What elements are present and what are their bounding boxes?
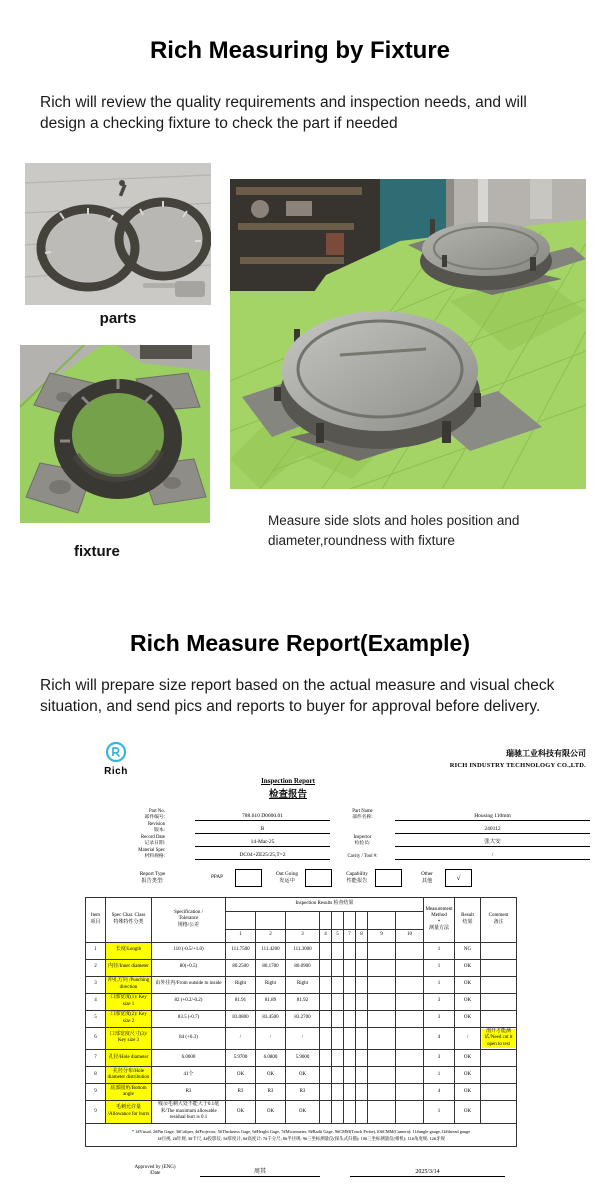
cell-result-3: 83.2700: [286, 1010, 320, 1027]
section2-title: Rich Measure Report(Example): [130, 629, 470, 656]
part-info-row: [60, 847, 590, 860]
cell-item: 6: [86, 1027, 106, 1050]
col-header-comment: Comment 备注: [481, 897, 517, 942]
cell-comment: [481, 1101, 517, 1124]
info-label-left-cn: 记录日期:: [144, 840, 165, 846]
cell-result-empty: [320, 1027, 332, 1050]
cell-result-empty: [344, 976, 356, 993]
cell-result-empty: [356, 1067, 368, 1084]
info-value-left: B: [195, 826, 330, 834]
cell-method: 1: [424, 1067, 455, 1084]
cell-comment: [481, 1010, 517, 1027]
cell-result-empty: [368, 1101, 396, 1124]
cell-result-2: 111.4200: [256, 942, 286, 959]
inspection-row: [86, 993, 517, 1010]
cell-result-1: Right: [226, 976, 256, 993]
method-legend-cn: 1#目视, 2#针规, 3#卡尺, 4#投影仪; 5#厚度计; 6#高度计; 7#千分尺; 8#半径规; 9#三坐标测量仪(探头式扫描); 10#三坐标测量仪(相机); 11#角度规; 12#牙规: [157, 1135, 445, 1141]
part-info-grid: [60, 808, 590, 860]
cell-comment: [481, 942, 517, 959]
cell-result-1: 5.9700: [226, 1050, 256, 1067]
cell-method: 3: [424, 1010, 455, 1027]
cell-spec: 83.5 (-0.7): [152, 1010, 226, 1027]
cell-comment: [481, 976, 517, 993]
cell-result-empty: [332, 942, 344, 959]
cell-result-empty: [344, 1050, 356, 1067]
cell-result-empty: [368, 1010, 396, 1027]
cell-result-empty: [332, 1050, 344, 1067]
inspection-row: [86, 959, 517, 976]
cell-result-3: Right: [286, 976, 320, 993]
cell-result-1: 83.0800: [226, 1010, 256, 1027]
info-label-right: [335, 809, 390, 820]
inspection-row: [86, 1010, 517, 1027]
cell-result-empty: [368, 976, 396, 993]
cell-result-3: /: [286, 1027, 320, 1050]
cell-result-empty: [344, 959, 356, 976]
cell-result-empty: [344, 942, 356, 959]
cell-result-empty: [344, 993, 356, 1010]
cell-char-class: 口部宽度(2)/ Key size 2: [106, 1010, 152, 1027]
report-type-options: [205, 869, 485, 887]
cell-spec: 110 (-0.5/+1.0): [152, 942, 226, 959]
report-type-option: [345, 869, 402, 887]
cell-result-empty: [368, 942, 396, 959]
doc-title-en: Inspection Report: [261, 776, 315, 785]
cell-result-empty: [356, 1027, 368, 1050]
info-label-left-cn: 部件编号:: [144, 814, 165, 820]
cell-method: 1: [424, 1101, 455, 1124]
info-label-left-en: Material Spec: [138, 848, 165, 854]
cell-result-3: 111.3000: [286, 942, 320, 959]
cell-result-empty: [344, 1084, 356, 1101]
cell-item: 4: [86, 993, 106, 1010]
cell-result: OK: [455, 959, 481, 976]
cell-comment: [481, 1084, 517, 1101]
inspection-row: [86, 942, 517, 959]
info-label-left-en: Part No.: [149, 809, 165, 815]
cell-result-empty: [396, 1067, 424, 1084]
report-type-option: [275, 869, 332, 887]
inspection-results-table: [85, 897, 517, 1147]
cell-result-empty: [320, 1067, 332, 1084]
cell-spec: 残余毛刺大处不能大于0.1毫米/The maximum allowable residual burr is 0.1: [152, 1101, 226, 1124]
cell-result-3: 5.9000: [286, 1050, 320, 1067]
option-name-cn: 其他: [421, 877, 433, 884]
cell-result-2: 81.89: [256, 993, 286, 1010]
cell-result-3: R3: [286, 1084, 320, 1101]
cell-result: OK: [455, 993, 481, 1010]
cell-result-empty: [356, 1010, 368, 1027]
report-type-option-name: [205, 874, 229, 881]
fixture-photo: [20, 345, 210, 523]
inspection-row: [86, 1101, 517, 1124]
report-type-label-en: Report Type: [139, 871, 166, 877]
info-label-left-cn: 版本:: [154, 827, 165, 833]
approval-name: 周其: [200, 1166, 320, 1177]
cell-result-empty: [332, 959, 344, 976]
cell-item: 3: [86, 976, 106, 993]
col-header-inspection-results: Inspection Results 检查结果: [226, 897, 424, 911]
cell-result-3: OK: [286, 1067, 320, 1084]
info-value-right: Housing 110mm: [395, 813, 590, 821]
cell-item: 1: [86, 942, 106, 959]
cell-spec: 82 (+0.2/-0.2): [152, 993, 226, 1010]
cell-item: 5: [86, 1010, 106, 1027]
part-info-row: [60, 808, 590, 821]
cell-result-2: 83.4500: [256, 1010, 286, 1027]
results-number-band: 1 2 3 4 5 7 8 9 10: [86, 929, 517, 942]
info-label-right-en: Inspector: [353, 835, 372, 841]
cell-method: 1: [424, 976, 455, 993]
cell-result-2: OK: [256, 1101, 286, 1124]
info-value-right: 张大安: [395, 837, 590, 847]
cell-result-empty: [396, 1050, 424, 1067]
report-type-checkbox: √: [445, 869, 472, 887]
cell-result-empty: [320, 976, 332, 993]
cell-result: OK: [455, 1010, 481, 1027]
cell-result-1: R3: [226, 1084, 256, 1101]
cell-result-empty: [332, 993, 344, 1010]
cell-result-empty: [396, 1084, 424, 1101]
col-header-result: Result 结果: [455, 897, 481, 942]
info-label-left: [60, 822, 165, 833]
cell-result-empty: [396, 959, 424, 976]
cell-comment: [481, 993, 517, 1010]
cell-result-3: 81.92: [286, 993, 320, 1010]
col-header-specification: Specification / Tolerance 规格/公差: [152, 897, 226, 942]
cell-spec: 80(+0.5): [152, 959, 226, 976]
cell-item: 8: [86, 1067, 106, 1084]
cell-result-empty: [332, 1010, 344, 1027]
cell-comment: [481, 1050, 517, 1067]
cell-comment: [481, 1067, 517, 1084]
company-block: [450, 740, 586, 769]
report-header: [60, 738, 590, 777]
cell-result-empty: [356, 1050, 368, 1067]
cell-method: 4: [424, 1084, 455, 1101]
cell-result-empty: [396, 976, 424, 993]
cell-result-1: 80.2500: [226, 959, 256, 976]
parts-photo: [25, 163, 211, 305]
inspection-row: [86, 1067, 517, 1084]
cell-result-empty: [344, 1027, 356, 1050]
doc-titles: [60, 777, 516, 800]
cell-result-empty: [356, 993, 368, 1010]
inspection-row: [86, 1084, 517, 1101]
cell-spec: 由外往内/From outside to inside: [152, 976, 226, 993]
cell-spec: 84 (+0.3): [152, 1027, 226, 1050]
report-type-option-name: [275, 871, 299, 884]
cell-result-2: 6.0800: [256, 1050, 286, 1067]
cell-result-empty: [396, 1010, 424, 1027]
info-label-left: [60, 848, 165, 859]
cell-result-empty: [332, 1067, 344, 1084]
cell-result-empty: [320, 959, 332, 976]
cell-result-empty: [368, 1050, 396, 1067]
cell-result-empty: [396, 993, 424, 1010]
cell-result-2: Right: [256, 976, 286, 993]
info-value-right: 240112: [395, 826, 590, 834]
cell-result: OK: [455, 1101, 481, 1124]
option-name-en: Other: [421, 871, 433, 877]
cell-result-empty: [320, 1101, 332, 1124]
cell-method: 3: [424, 1050, 455, 1067]
option-name-cn: 性能报告: [346, 877, 368, 884]
logo-text: Rich: [104, 765, 128, 777]
cell-result-empty: [344, 1010, 356, 1027]
cell-char-class: 孔径分布/Hole diameter distribution: [106, 1067, 152, 1084]
cell-method: 4: [424, 1027, 455, 1050]
info-value-left: 14-Mar-25: [195, 839, 330, 847]
inspection-row: [86, 976, 517, 993]
cell-char-class: 毛刺允许量 /Allowance for burrs: [106, 1101, 152, 1124]
parts-label: parts: [99, 309, 137, 327]
cell-result: OK: [455, 1050, 481, 1067]
cell-result-1: 111.7500: [226, 942, 256, 959]
cell-char-class: 孔径/Hole diameter: [106, 1050, 152, 1067]
info-value-left: DC04+ZE25/25,T=2: [195, 852, 330, 860]
report-type-checkbox: [375, 869, 402, 887]
cell-result-empty: [320, 942, 332, 959]
company-name-cn: 瑞驰工业科技有限公司: [506, 748, 586, 758]
cell-result-empty: [356, 1101, 368, 1124]
info-label-left-en: Revision: [147, 822, 165, 828]
cell-result-empty: [320, 1050, 332, 1067]
rich-logo: [94, 740, 138, 777]
info-label-right-cn: 部件名称:: [352, 814, 373, 820]
cell-result-1: /: [226, 1027, 256, 1050]
option-name-en: Out Going: [275, 871, 299, 877]
cell-char-class: 冲孔方向 /Punching direction: [106, 976, 152, 993]
cell-result-2: OK: [256, 1067, 286, 1084]
cell-result-empty: [396, 1027, 424, 1050]
cell-result-2: /: [256, 1027, 286, 1050]
cell-result-empty: [320, 993, 332, 1010]
info-value-right: /: [395, 852, 590, 860]
cell-spec: R3: [152, 1084, 226, 1101]
cell-item: 9: [86, 1101, 106, 1124]
option-name-en: Capability: [346, 871, 368, 877]
info-label-left-en: Record Date: [140, 835, 165, 841]
cell-result-empty: [320, 1084, 332, 1101]
cell-result-empty: [396, 942, 424, 959]
cell-result-empty: [320, 1010, 332, 1027]
cell-result-2: 80.1700: [256, 959, 286, 976]
info-label-left: [60, 809, 165, 820]
cell-result-empty: [368, 1084, 396, 1101]
col-header-item: Item 项目: [86, 897, 106, 942]
cell-result-empty: [356, 1084, 368, 1101]
cell-result-empty: [332, 1084, 344, 1101]
part-info-row: [60, 834, 590, 847]
cell-item: 7: [86, 1050, 106, 1067]
cell-result: /: [455, 1027, 481, 1050]
section1-description: Rich will review the quality requirements and inspection needs, and will design a checking fixture to check the part if needed: [40, 94, 527, 133]
report-type-option-name: [345, 871, 369, 884]
inspection-row: [86, 1027, 517, 1050]
fixtures-table-photo: [230, 179, 586, 489]
method-legend-row: [86, 1123, 517, 1146]
info-label-left-cn: 材料规格:: [144, 853, 165, 859]
cell-item: 9: [86, 1084, 106, 1101]
fixture-label: fixture: [74, 542, 120, 560]
info-value-left: 788.610 D0000.01: [195, 813, 330, 821]
cell-item: 2: [86, 959, 106, 976]
cell-result-empty: [344, 1101, 356, 1124]
report-type-label: [125, 871, 180, 884]
cell-result-empty: [332, 1101, 344, 1124]
inspection-report: [60, 738, 590, 1178]
report-type-option: [205, 869, 262, 887]
cell-method: 3: [424, 993, 455, 1010]
cell-char-class: 口部宽度(1)/ Key size 1: [106, 993, 152, 1010]
cell-result-empty: [368, 1027, 396, 1050]
report-type-label-cn: 报告类型:: [141, 877, 164, 884]
col-header-char-class: Spec Char. Class 特殊特性分类: [106, 897, 152, 942]
cell-result-1: 81.91: [226, 993, 256, 1010]
cell-char-class: 内径/Inner diameter: [106, 959, 152, 976]
inspection-row: [86, 1050, 517, 1067]
cell-result-empty: [332, 976, 344, 993]
cell-comment: 剖开才能测试/Need cut it open to test: [481, 1027, 517, 1050]
cell-spec: 41个: [152, 1067, 226, 1084]
cell-result-2: R3: [256, 1084, 286, 1101]
option-name-cn: 发运中: [279, 877, 295, 884]
section1-title: Rich Measuring by Fixture: [149, 37, 451, 64]
report-type-checkbox: [235, 869, 262, 887]
cell-result: OK: [455, 1067, 481, 1084]
info-label-right-en: Cavity / Tool #:: [347, 853, 378, 859]
report-type-option-name: [415, 871, 439, 884]
info-label-right: [335, 854, 390, 860]
info-label-right-en: Part Name: [352, 809, 373, 815]
cell-result: OK: [455, 1084, 481, 1101]
approval-date: 2025/3/14: [350, 1169, 505, 1177]
cell-result-1: OK: [226, 1067, 256, 1084]
cell-result-3: OK: [286, 1101, 320, 1124]
rich-logo-icon: [103, 740, 129, 766]
method-legend-en: * 1#Visual, 2#Pin Gage, 3#Caliper, 4#Projector, 5#Thickness Gage, 6#Height Gage, 7#Micrometer, 8#Radii Gage, 9#CMM(Touch Probe),10#CMM(Camera); 11#angle gauge,12#thread gauge: [131, 1128, 471, 1134]
report-type-option: [415, 869, 472, 887]
cell-method: 1: [424, 942, 455, 959]
photo-area: [0, 153, 600, 600]
company-name-en: RICH INDUSTRY TECHNOLOGY CO.,LTD.: [449, 761, 586, 769]
info-label-left: [60, 835, 165, 846]
report-type-checkbox: [305, 869, 332, 887]
cell-result-empty: [396, 1101, 424, 1124]
cell-result-empty: [368, 959, 396, 976]
cell-char-class: 底部圆角/Bottom angle: [106, 1084, 152, 1101]
approval-row: [60, 1165, 590, 1178]
cell-comment: [481, 959, 517, 976]
doc-title-cn: 检查报告: [268, 789, 307, 800]
info-label-right-cn: 检验员:: [354, 840, 371, 846]
cell-result-empty: [356, 942, 368, 959]
cell-method: 1: [424, 959, 455, 976]
part-info-row: [60, 821, 590, 834]
info-label-right: [335, 835, 390, 846]
cell-result: OK: [455, 976, 481, 993]
option-name-en: PPAP: [211, 874, 223, 881]
section2-description: Rich will prepare size report based on the actual measure and visual check situation, and send pics and reports to buyer for approval before delivery.: [40, 676, 555, 716]
cell-char-class: 长度/Length: [106, 942, 152, 959]
cell-result: NG: [455, 942, 481, 959]
cell-result-empty: [368, 993, 396, 1010]
cell-result-empty: [368, 1067, 396, 1084]
cell-result-3: 80.0900: [286, 959, 320, 976]
report-type-row: [60, 869, 590, 887]
cell-char-class: 口部宽度尺寸(3)/ Key size 3: [106, 1027, 152, 1050]
cell-result-empty: [356, 959, 368, 976]
approval-label: Approved by (ENG) /Date: [134, 1164, 176, 1176]
measure-caption: Measure side slots and holes position and diameter,roundness with fixture: [268, 512, 520, 548]
cell-result-empty: [356, 976, 368, 993]
cell-result-empty: [332, 1027, 344, 1050]
cell-result-empty: [344, 1067, 356, 1084]
col-header-method: Measurement Method * 测量方法: [424, 897, 455, 942]
cell-spec: 6.0000: [152, 1050, 226, 1067]
cell-result-1: OK: [226, 1101, 256, 1124]
